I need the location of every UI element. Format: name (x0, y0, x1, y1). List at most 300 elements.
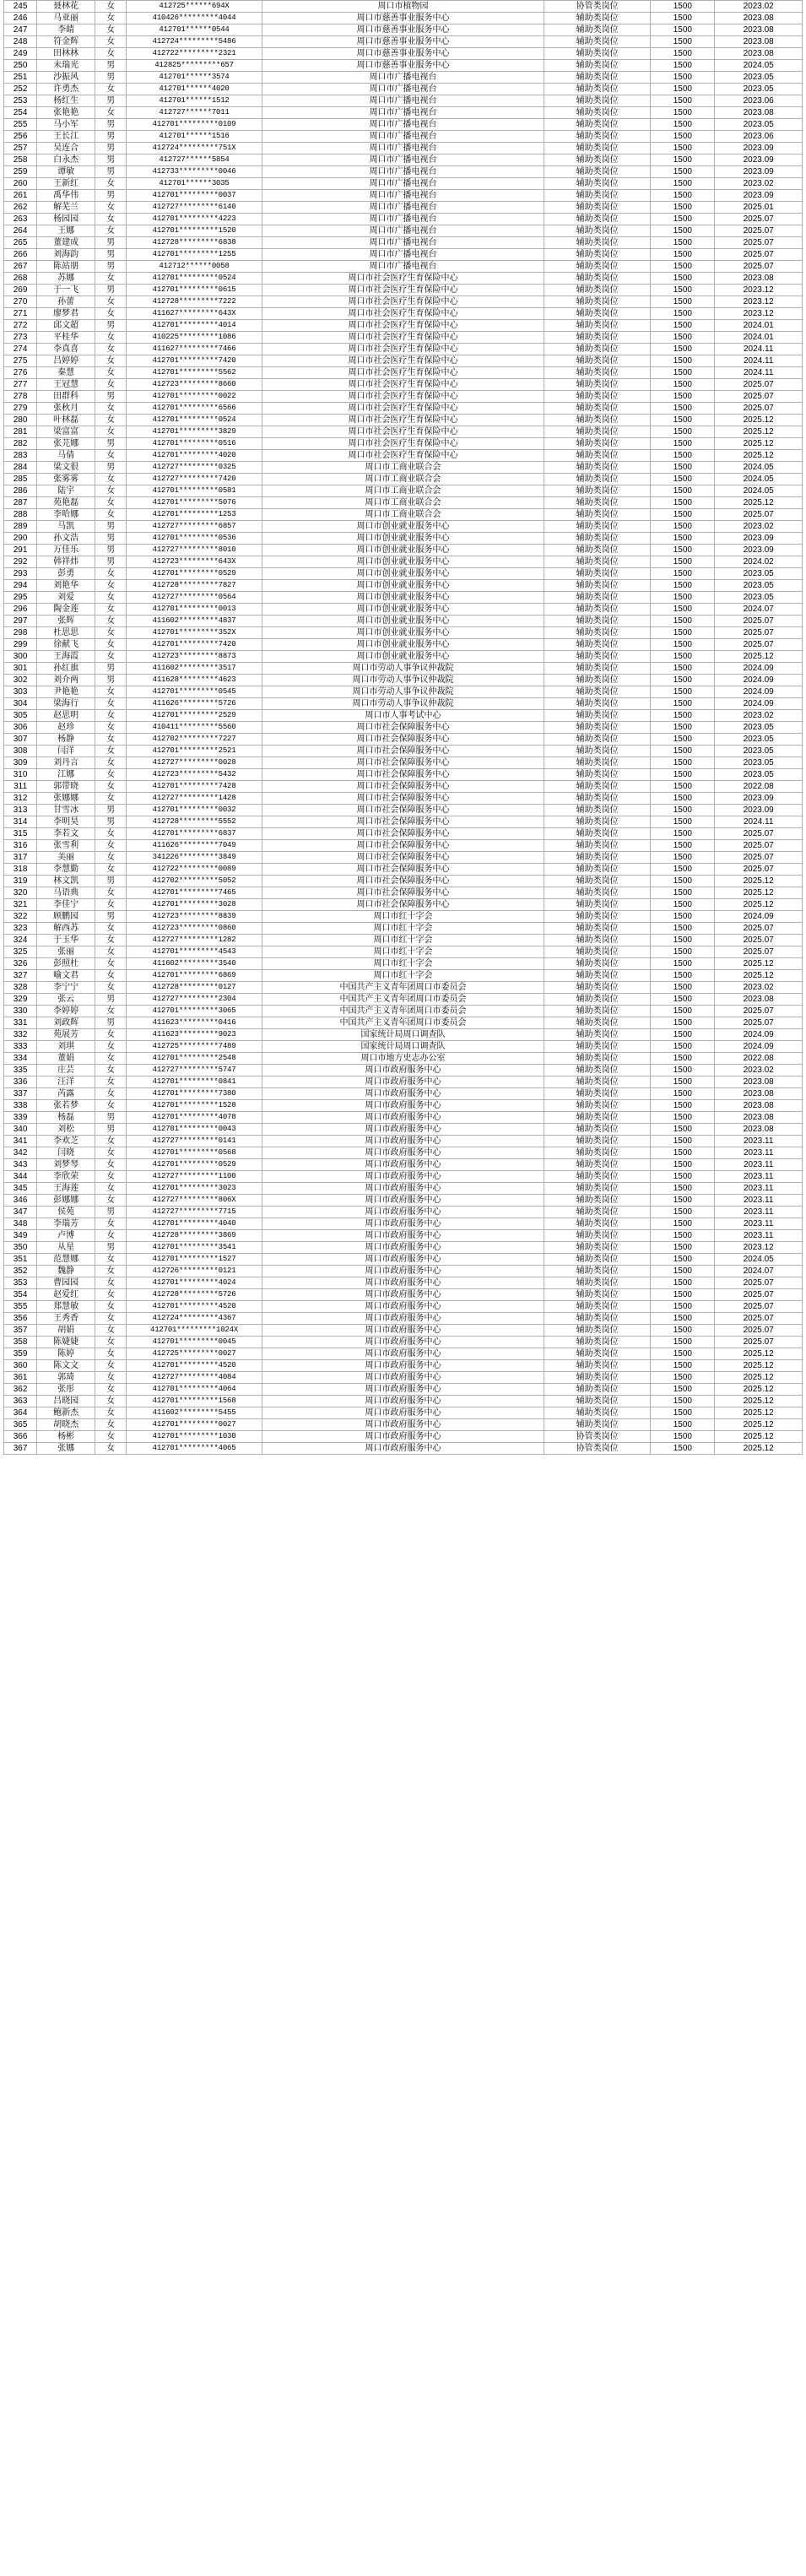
table-cell: 陈站朋 (37, 261, 95, 273)
table-row (4, 651, 803, 663)
table-cell: 女 (95, 982, 127, 994)
table-cell: 女 (95, 1195, 127, 1207)
table-row (4, 793, 803, 805)
table-cell: 347 (4, 1207, 37, 1218)
table-cell: 412701*********7380 (126, 1088, 262, 1100)
table-cell: 299 (4, 639, 37, 651)
table-cell: 男 (95, 95, 127, 107)
table-cell: 344 (4, 1171, 37, 1183)
table-cell: 2025.12 (715, 415, 803, 426)
table-cell: 1500 (651, 1136, 715, 1147)
table-cell: 285 (4, 474, 37, 485)
table-cell: 辅助类岗位 (544, 1006, 651, 1017)
table-cell: 周口市创业就业服务中心 (262, 616, 544, 627)
table-cell: 412723*********8839 (126, 911, 262, 923)
table-cell: 周口市政府服务中心 (262, 1159, 544, 1171)
table-cell: 1500 (651, 805, 715, 816)
table-cell: 辅助类岗位 (544, 1289, 651, 1301)
table-cell: 288 (4, 509, 37, 521)
table-cell: 男 (95, 237, 127, 249)
table-cell: 1500 (651, 95, 715, 107)
table-cell: 辅助类岗位 (544, 722, 651, 734)
table-cell: 253 (4, 95, 37, 107)
table-cell: 411626*********7049 (126, 840, 262, 852)
table-cell: 陶金莲 (37, 604, 95, 616)
table-cell: 谭敏 (37, 166, 95, 178)
table-cell: 男 (95, 816, 127, 828)
table-cell: 335 (4, 1065, 37, 1076)
table-cell: 2025.07 (715, 828, 803, 840)
table-cell: 辅助类岗位 (544, 852, 651, 864)
table-row (4, 1325, 803, 1337)
table-cell: 1500 (651, 155, 715, 166)
table-cell: 王冠慧 (37, 379, 95, 391)
table-cell: 270 (4, 296, 37, 308)
table-cell: 1500 (651, 852, 715, 864)
table-row (4, 899, 803, 911)
table-cell: 293 (4, 568, 37, 580)
table-cell: 412727*********7715 (126, 1207, 262, 1218)
table-cell: 辅助类岗位 (544, 616, 651, 627)
table-body (4, 1, 803, 1455)
table-cell: 1500 (651, 426, 715, 438)
table-row (4, 462, 803, 474)
table-cell: 男 (95, 155, 127, 166)
table-cell: 秦慧 (37, 367, 95, 379)
table-row (4, 1372, 803, 1384)
table-cell: 辅助类岗位 (544, 1112, 651, 1124)
table-cell: 278 (4, 391, 37, 403)
table-cell: 412701*********6869 (126, 970, 262, 982)
table-cell: 412701*********352X (126, 627, 262, 639)
table-cell: 254 (4, 107, 37, 119)
table-cell: 女 (95, 722, 127, 734)
table-cell: 王秀香 (37, 1313, 95, 1325)
table-row (4, 497, 803, 509)
table-cell: 2023.09 (715, 545, 803, 556)
table-cell: 女 (95, 509, 127, 521)
table-cell: 316 (4, 840, 37, 852)
table-row (4, 1337, 803, 1348)
table-cell: 国家统计局周口调查队 (262, 1029, 544, 1041)
table-cell: 412701*********0032 (126, 805, 262, 816)
table-row (4, 320, 803, 332)
table-row (4, 1218, 803, 1230)
table-cell: 1500 (651, 485, 715, 497)
table-row (4, 580, 803, 592)
table-row (4, 261, 803, 273)
table-cell: 男 (95, 131, 127, 143)
table-cell: 周口市广播电视台 (262, 155, 544, 166)
table-cell: 1500 (651, 734, 715, 746)
table-cell: 300 (4, 651, 37, 663)
table-cell: 2023.11 (715, 1136, 803, 1147)
table-cell: 辅助类岗位 (544, 923, 651, 935)
table-row (4, 1076, 803, 1088)
table-row (4, 95, 803, 107)
table-cell: 1500 (651, 1124, 715, 1136)
table-cell: 1500 (651, 367, 715, 379)
table-cell: 周口市社会医疗生育保险中心 (262, 332, 544, 344)
table-cell: 1500 (651, 627, 715, 639)
table-cell: 1500 (651, 592, 715, 604)
table-cell: 412701*********0545 (126, 686, 262, 698)
table-cell: 张芫娜 (37, 438, 95, 450)
table-row (4, 391, 803, 403)
table-cell: 刘琪 (37, 1041, 95, 1053)
table-row (4, 1006, 803, 1017)
table-cell: 周口市社会保障服务中心 (262, 816, 544, 828)
table-cell: 鲍新杰 (37, 1407, 95, 1419)
table-cell: 女 (95, 485, 127, 497)
table-cell: 342 (4, 1147, 37, 1159)
table-cell: 女 (95, 1419, 127, 1431)
table-cell: 412701*********4223 (126, 214, 262, 225)
table-cell: 366 (4, 1431, 37, 1443)
table-cell: 辅助类岗位 (544, 166, 651, 178)
table-cell: 412701*********0615 (126, 285, 262, 296)
table-cell: 周口市社会保障服务中心 (262, 876, 544, 887)
table-cell: 283 (4, 450, 37, 462)
table-cell: 魏静 (37, 1266, 95, 1277)
table-row (4, 1407, 803, 1419)
table-cell: 女 (95, 379, 127, 391)
table-cell: 2025.12 (715, 438, 803, 450)
table-cell: 彭照杜 (37, 958, 95, 970)
table-cell: 周口市工商业联合会 (262, 509, 544, 521)
table-cell: 辅助类岗位 (544, 178, 651, 190)
table-cell: 1500 (651, 1053, 715, 1065)
table-cell: 辅助类岗位 (544, 1360, 651, 1372)
table-cell: 2023.09 (715, 793, 803, 805)
table-cell: 2025.07 (715, 1325, 803, 1337)
table-cell: 333 (4, 1041, 37, 1053)
table-row (4, 970, 803, 982)
table-cell: 杨静 (37, 734, 95, 746)
table-cell: 1500 (651, 1218, 715, 1230)
table-cell: 女 (95, 1372, 127, 1384)
table-cell: 321 (4, 899, 37, 911)
table-cell: 275 (4, 355, 37, 367)
table-cell: 辅助类岗位 (544, 24, 651, 36)
table-cell: 328 (4, 982, 37, 994)
table-cell: 女 (95, 746, 127, 757)
table-cell: 2025.12 (715, 899, 803, 911)
table-cell: 2024.02 (715, 556, 803, 568)
table-cell: 1500 (651, 828, 715, 840)
table-cell: 刘艳华 (37, 580, 95, 592)
table-cell: 辅助类岗位 (544, 285, 651, 296)
table-cell: 周口市社会保障服务中心 (262, 781, 544, 793)
table-cell: 周口市劳动人事争议仲裁院 (262, 663, 544, 675)
table-cell: 周口市广播电视台 (262, 249, 544, 261)
table-cell: 301 (4, 663, 37, 675)
table-cell: 256 (4, 131, 37, 143)
table-cell: 协管类岗位 (544, 1, 651, 13)
table-cell: 412727******7011 (126, 107, 262, 119)
table-cell: 男 (95, 190, 127, 202)
table-cell: 312 (4, 793, 37, 805)
table-cell: 辅助类岗位 (544, 84, 651, 95)
table-cell: 412701*********2548 (126, 1053, 262, 1065)
table-row (4, 13, 803, 24)
table-cell: 2025.12 (715, 970, 803, 982)
table-cell: 2023.11 (715, 1147, 803, 1159)
table-cell: 1500 (651, 285, 715, 296)
table-cell: 女 (95, 592, 127, 604)
table-cell: 女 (95, 1218, 127, 1230)
table-cell: 2023.08 (715, 13, 803, 24)
table-cell: 1500 (651, 462, 715, 474)
table-cell: 辅助类岗位 (544, 1053, 651, 1065)
table-cell: 辅助类岗位 (544, 1254, 651, 1266)
table-cell: 辅助类岗位 (544, 1419, 651, 1431)
table-cell: 女 (95, 1325, 127, 1337)
table-cell: 女 (95, 1006, 127, 1017)
table-cell: 女 (95, 308, 127, 320)
table-cell: 陈婕婕 (37, 1337, 95, 1348)
table-cell: 322 (4, 911, 37, 923)
table-cell: 412727*********6140 (126, 202, 262, 214)
table-cell: 311 (4, 781, 37, 793)
table-cell: 女 (95, 225, 127, 237)
table-cell: 355 (4, 1301, 37, 1313)
table-cell: 412701*********3023 (126, 1183, 262, 1195)
table-cell: 1500 (651, 296, 715, 308)
table-cell: 2023.02 (715, 1, 803, 13)
table-cell: 281 (4, 426, 37, 438)
table-cell: 1500 (651, 107, 715, 119)
table-row (4, 155, 803, 166)
table-cell: 辅助类岗位 (544, 60, 651, 72)
table-cell: 周口市政府服务中心 (262, 1171, 544, 1183)
table-cell: 412701*********0045 (126, 1337, 262, 1348)
table-cell: 周口市政府服务中心 (262, 1313, 544, 1325)
table-cell: 1500 (651, 355, 715, 367)
table-cell: 309 (4, 757, 37, 769)
table-cell: 辅助类岗位 (544, 734, 651, 746)
table-cell: 410225*********1086 (126, 332, 262, 344)
table-cell: 358 (4, 1337, 37, 1348)
table-cell: 1500 (651, 1254, 715, 1266)
table-cell: 张雾雾 (37, 474, 95, 485)
table-cell: 男 (95, 675, 127, 686)
table-cell: 412701*********4014 (126, 320, 262, 332)
table-cell: 273 (4, 332, 37, 344)
table-cell: 1500 (651, 1207, 715, 1218)
table-cell: 2023.08 (715, 1076, 803, 1088)
table-cell: 协管类岗位 (544, 1443, 651, 1455)
table-cell: 周口市创业就业服务中心 (262, 651, 544, 663)
table-cell: 1500 (651, 48, 715, 60)
table-cell: 1500 (651, 1337, 715, 1348)
table-cell: 412727*********4084 (126, 1372, 262, 1384)
table-cell: 周口市社会医疗生育保险中心 (262, 367, 544, 379)
table-row (4, 876, 803, 887)
table-cell: 2023.05 (715, 722, 803, 734)
table-cell: 男 (95, 391, 127, 403)
table-row (4, 568, 803, 580)
table-cell: 2025.12 (715, 1384, 803, 1396)
table-cell: 吕婷婷 (37, 355, 95, 367)
table-cell: 2023.02 (715, 178, 803, 190)
table-cell: 1500 (651, 1360, 715, 1372)
table-cell: 女 (95, 1159, 127, 1171)
table-cell: 1500 (651, 1396, 715, 1407)
table-cell: 辅助类岗位 (544, 864, 651, 876)
table-cell: 2025.12 (715, 887, 803, 899)
table-cell: 辅助类岗位 (544, 1065, 651, 1076)
table-cell: 1500 (651, 1171, 715, 1183)
table-cell: 327 (4, 970, 37, 982)
table-row (4, 426, 803, 438)
table-cell: 辅助类岗位 (544, 1266, 651, 1277)
table-cell: 辅助类岗位 (544, 95, 651, 107)
table-cell: 辅助类岗位 (544, 1017, 651, 1029)
table-cell: 辅助类岗位 (544, 485, 651, 497)
table-cell: 女 (95, 1277, 127, 1289)
table-cell: 349 (4, 1230, 37, 1242)
table-cell: 辅助类岗位 (544, 202, 651, 214)
table-cell: 刘梦琴 (37, 1159, 95, 1171)
table-cell: 412825*********657 (126, 60, 262, 72)
table-cell: 周口市政府服务中心 (262, 1266, 544, 1277)
table-cell: 1500 (651, 261, 715, 273)
table-cell: 女 (95, 415, 127, 426)
table-cell: 赵思明 (37, 710, 95, 722)
table-cell: 412701*********3541 (126, 1242, 262, 1254)
table-cell: 周口市广播电视台 (262, 95, 544, 107)
table-cell: 周口市社会保障服务中心 (262, 746, 544, 757)
table-cell: 257 (4, 143, 37, 155)
table-row (4, 474, 803, 485)
table-row (4, 1266, 803, 1277)
table-cell: 周口市社会保障服务中心 (262, 840, 544, 852)
table-cell: 孙红旗 (37, 663, 95, 675)
table-cell: 2023.08 (715, 1100, 803, 1112)
table-cell: 女 (95, 1313, 127, 1325)
table-cell: 周口市政府服务中心 (262, 1112, 544, 1124)
table-cell: 2023.05 (715, 592, 803, 604)
table-cell: 张云 (37, 994, 95, 1006)
table-cell: 2023.02 (715, 521, 803, 533)
table-row (4, 545, 803, 556)
table-cell: 女 (95, 403, 127, 415)
table-cell: 男 (95, 805, 127, 816)
table-cell: 女 (95, 1088, 127, 1100)
table-cell: 323 (4, 923, 37, 935)
table-cell: 吴连合 (37, 143, 95, 155)
table-cell: 320 (4, 887, 37, 899)
table-cell: 2025.07 (715, 946, 803, 958)
table-cell: 女 (95, 367, 127, 379)
table-cell: 336 (4, 1076, 37, 1088)
table-cell: 辅助类岗位 (544, 1088, 651, 1100)
table-row (4, 757, 803, 769)
table-row (4, 923, 803, 935)
table-cell: 女 (95, 84, 127, 95)
table-cell: 周口市政府服务中心 (262, 1088, 544, 1100)
table-cell: 辅助类岗位 (544, 273, 651, 285)
table-cell: 辅助类岗位 (544, 970, 651, 982)
table-cell: 251 (4, 72, 37, 84)
table-cell: 张辉 (37, 616, 95, 627)
table-cell: 辅助类岗位 (544, 72, 651, 84)
table-cell: 2023.02 (715, 710, 803, 722)
table-cell: 2024.09 (715, 1029, 803, 1041)
table-cell: 女 (95, 828, 127, 840)
table-row (4, 84, 803, 95)
table-cell: 刘丹言 (37, 757, 95, 769)
table-cell: 陈文文 (37, 1360, 95, 1372)
table-cell: 1500 (651, 178, 715, 190)
table-cell: 周口市红十字会 (262, 923, 544, 935)
table-row (4, 828, 803, 840)
table-row (4, 178, 803, 190)
table-cell: 周口市广播电视台 (262, 143, 544, 155)
table-row (4, 143, 803, 155)
table-cell: 286 (4, 485, 37, 497)
table-cell: 271 (4, 308, 37, 320)
table-cell: 1500 (651, 994, 715, 1006)
table-row (4, 1, 803, 13)
table-row (4, 1088, 803, 1100)
table-cell: 周口市创业就业服务中心 (262, 604, 544, 616)
table-cell: 女 (95, 852, 127, 864)
table-row (4, 166, 803, 178)
table-row (4, 1254, 803, 1266)
table-cell: 331 (4, 1017, 37, 1029)
table-cell: 男 (95, 521, 127, 533)
table-cell: 412701*********0529 (126, 568, 262, 580)
table-cell: 412701*********0109 (126, 119, 262, 131)
table-cell: 辅助类岗位 (544, 1041, 651, 1053)
table-cell: 周口市创业就业服务中心 (262, 568, 544, 580)
table-cell: 412701*********1255 (126, 249, 262, 261)
table-cell: 男 (95, 143, 127, 155)
table-cell: 282 (4, 438, 37, 450)
table-cell: 刘介两 (37, 675, 95, 686)
table-cell: 313 (4, 805, 37, 816)
table-cell: 闫晓 (37, 1147, 95, 1159)
table-cell: 1500 (651, 36, 715, 48)
table-cell: 1500 (651, 899, 715, 911)
table-cell: 辅助类岗位 (544, 580, 651, 592)
table-cell: 辅助类岗位 (544, 887, 651, 899)
table-cell: 2023.08 (715, 24, 803, 36)
table-cell: 2025.12 (715, 450, 803, 462)
table-cell: 辅助类岗位 (544, 438, 651, 450)
table-cell: 周口市政府服务中心 (262, 1431, 544, 1443)
table-cell: 2023.08 (715, 1124, 803, 1136)
table-cell: 辅助类岗位 (544, 757, 651, 769)
table-cell: 李佳宁 (37, 899, 95, 911)
table-cell: 1500 (651, 13, 715, 24)
table-cell: 周口市社会保障服务中心 (262, 828, 544, 840)
table-cell: 412701*********4543 (126, 946, 262, 958)
table-cell: 辅助类岗位 (544, 958, 651, 970)
table-cell: 女 (95, 1100, 127, 1112)
table-cell: 361 (4, 1372, 37, 1384)
table-cell: 女 (95, 1443, 127, 1455)
table-cell: 2023.05 (715, 580, 803, 592)
table-cell: 252 (4, 84, 37, 95)
table-cell: 女 (95, 923, 127, 935)
table-cell: 2024.01 (715, 332, 803, 344)
table-cell: 412724*********4367 (126, 1313, 262, 1325)
table-cell: 2025.12 (715, 1407, 803, 1419)
table-cell: 女 (95, 202, 127, 214)
